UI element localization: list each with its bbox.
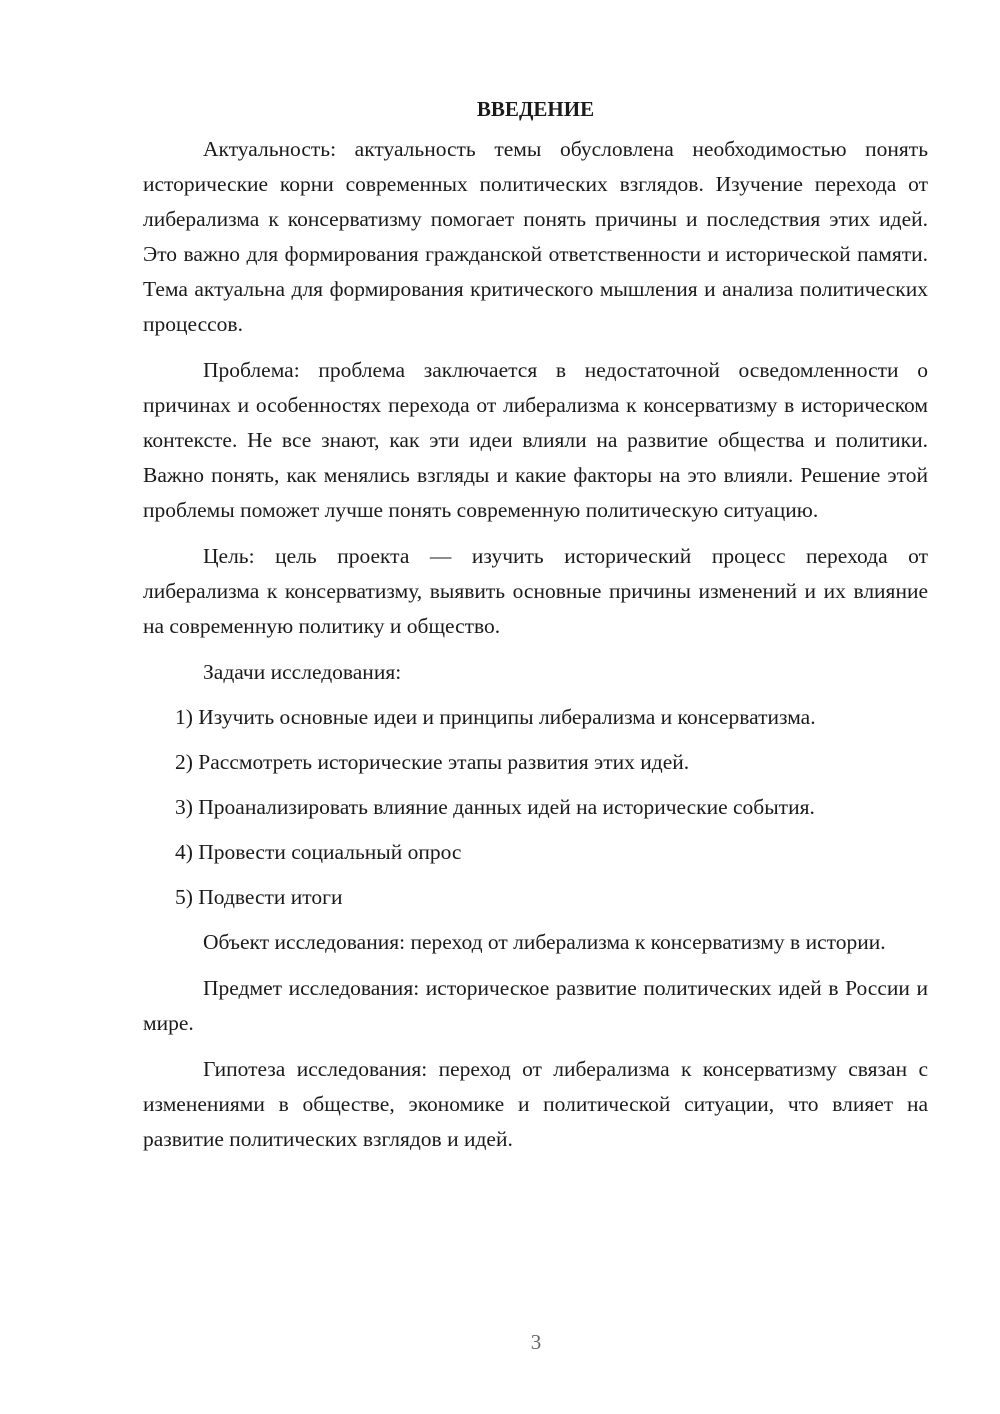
- task-item: 5) Подвести итоги: [175, 885, 343, 909]
- task-item: 4) Провести социальный опрос: [175, 840, 462, 864]
- goal-paragraph: Цель: цель проекта — изучить исторический процесс перехода от либерализма к консерватизму, выявить основные причины изменений и их влияние на современную политику и общество.: [143, 544, 928, 638]
- document-page: [143, 92, 928, 1168]
- task-item: 2) Рассмотреть исторические этапы развития этих идей.: [175, 750, 690, 774]
- tasks-list: [143, 700, 928, 915]
- subject-paragraph: Предмет исследования: историческое развитие политических идей в России и мире.: [143, 976, 928, 1035]
- page-number: 3: [530, 1330, 542, 1354]
- hypothesis-paragraph: Гипотеза исследования: переход от либерализма к консерватизму связан с изменениями в обществе, экономике и политической ситуации, что влияет на развитие политических взглядов и идей.: [143, 1057, 928, 1151]
- tasks-heading: Задачи исследования:: [203, 660, 402, 684]
- problem-paragraph: Проблема: проблема заключается в недостаточной осведомленности о причинах и особенностях перехода от либерализма к консерватизму в историческом контексте. Не все знают, как эти идеи влияли на развитие общества и политики. Важно понять, как менялись взгляды и какие факторы на это влияли. Решение этой проблемы поможет лучше понять современную политическую ситуацию.: [143, 358, 928, 522]
- task-item: 1) Изучить основные идеи и принципы либерализма и консерватизма.: [175, 705, 816, 729]
- relevance-paragraph: Актуальность: актуальность темы обусловлена необходимостью понять исторические корни современных политических взглядов. Изучение перехода от либерализма к консерватизму помогает понять причины и последствия этих идей. Это важно для формирования гражданской ответственности и исторической памяти. Тема актуальна для формирования критического мышления и анализа политических процессов.: [143, 137, 928, 336]
- task-item: 3) Проанализировать влияние данных идей на исторические события.: [175, 795, 815, 819]
- page-title: ВВЕДЕНИЕ: [476, 97, 595, 121]
- object-paragraph: Объект исследования: переход от либерализма к консерватизму в истории.: [203, 930, 886, 954]
